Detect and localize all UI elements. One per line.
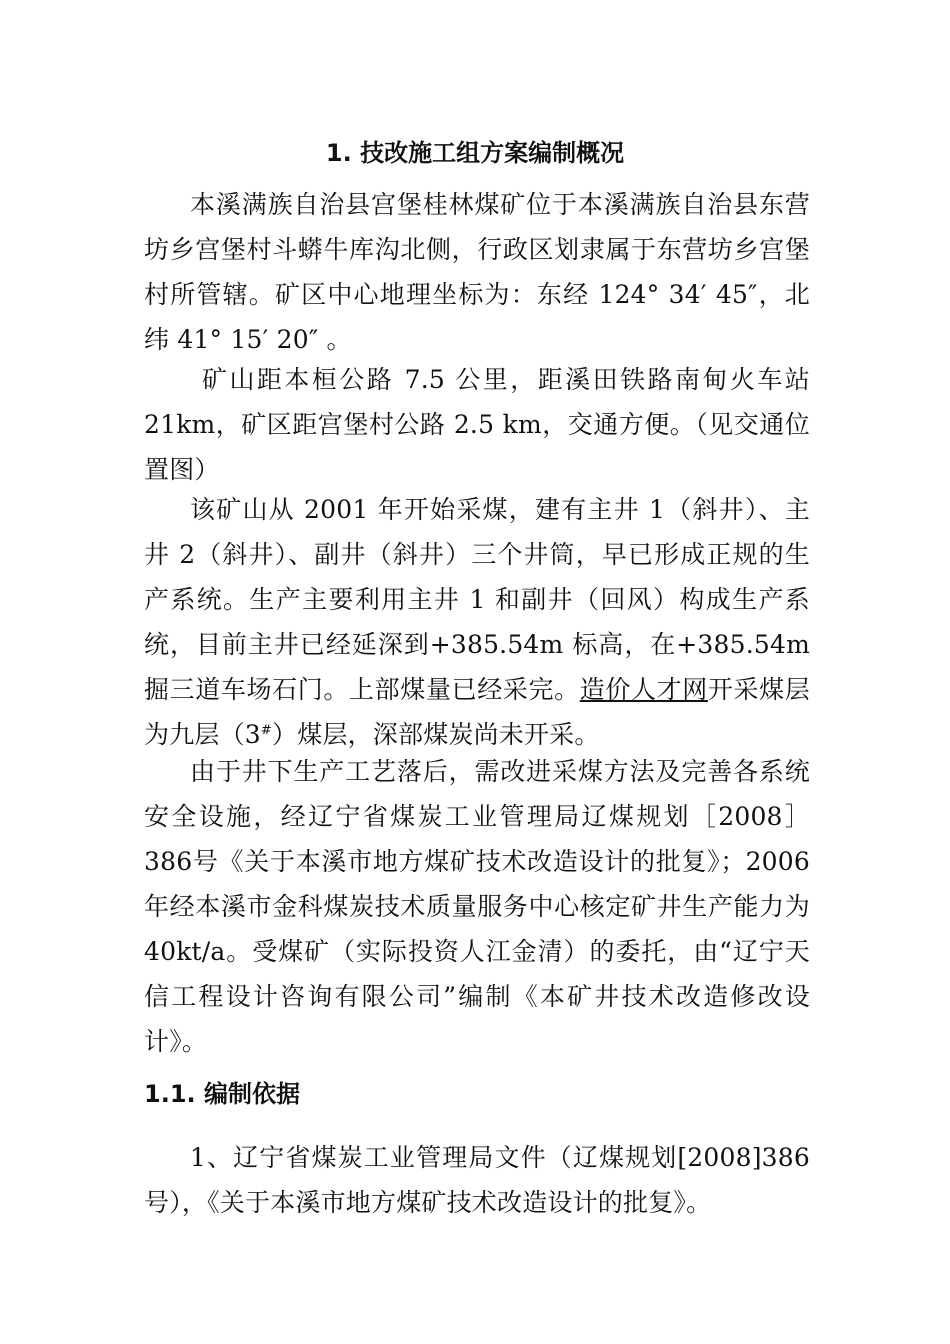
paragraph-approval: 由于井下生产工艺落后，需改进采煤方法及完善各系统安全设施，经辽宁省煤炭工业管理局辽煤规划［2008］386号《关于本溪市地方煤矿技术改造设计的批复》；2006 年经本溪市金科煤炭技术质量服务中心核定矿井生产能力为 40kt/a。受煤矿（实际投资人江金清）的委托，由“辽宁天信工程设计咨询有限公司”编制《本矿井技术改造修改设计》。 <box>144 757 810 1056</box>
seam-number-mark: # <box>260 723 272 738</box>
paragraph-basis-item-1: 1、辽宁省煤炭工业管理局文件（辽煤规划[2008]386号），《关于本溪市地方煤矿技术改造设计的批复》。 <box>144 1143 810 1217</box>
paragraph-location: 本溪满族自治县宫堡桂林煤矿位于本溪满族自治县东营坊乡宫堡村斗蟒牛库沟北侧，行政区划隶属于东营坊乡宫堡村所管辖。矿区中心地理坐标为：东经 124° 34′ 45″，北纬 41° 15′ 20″ 。 <box>144 190 810 354</box>
document-title: 1. 技改施工组方案编制概况 <box>325 139 625 167</box>
section-heading-basis: 1.1. 编制依据 <box>144 1080 300 1108</box>
cost-talent-link[interactable]: 造价人才网 <box>579 675 708 704</box>
paragraph-mine-history-seam: 开采煤层为九层（3 <box>144 675 810 749</box>
paragraph-mine-history <box>144 487 810 757</box>
paragraph-mine-history-end: ）煤层，深部煤炭尚未开采。 <box>272 720 600 749</box>
paragraph-transport: 矿山距本桓公路 7.5 公里，距溪田铁路南甸火车站 21km，矿区距宫堡村公路 2.5 km，交通方便。（见交通位置图） <box>144 365 810 484</box>
paragraph-mine-history-text: 该矿山从 2001 年开始采煤，建有主井 1（斜井）、主井 2（斜井）、副井（斜井）三个井筒，早已形成正规的生产系统。生产主要利用主井 1 和副井（回风）构成生产系统，目前主井已经延深到+385.54m 标高，在+385.54m 掘三道车场石门。上部煤量已经采完。 <box>144 495 810 704</box>
